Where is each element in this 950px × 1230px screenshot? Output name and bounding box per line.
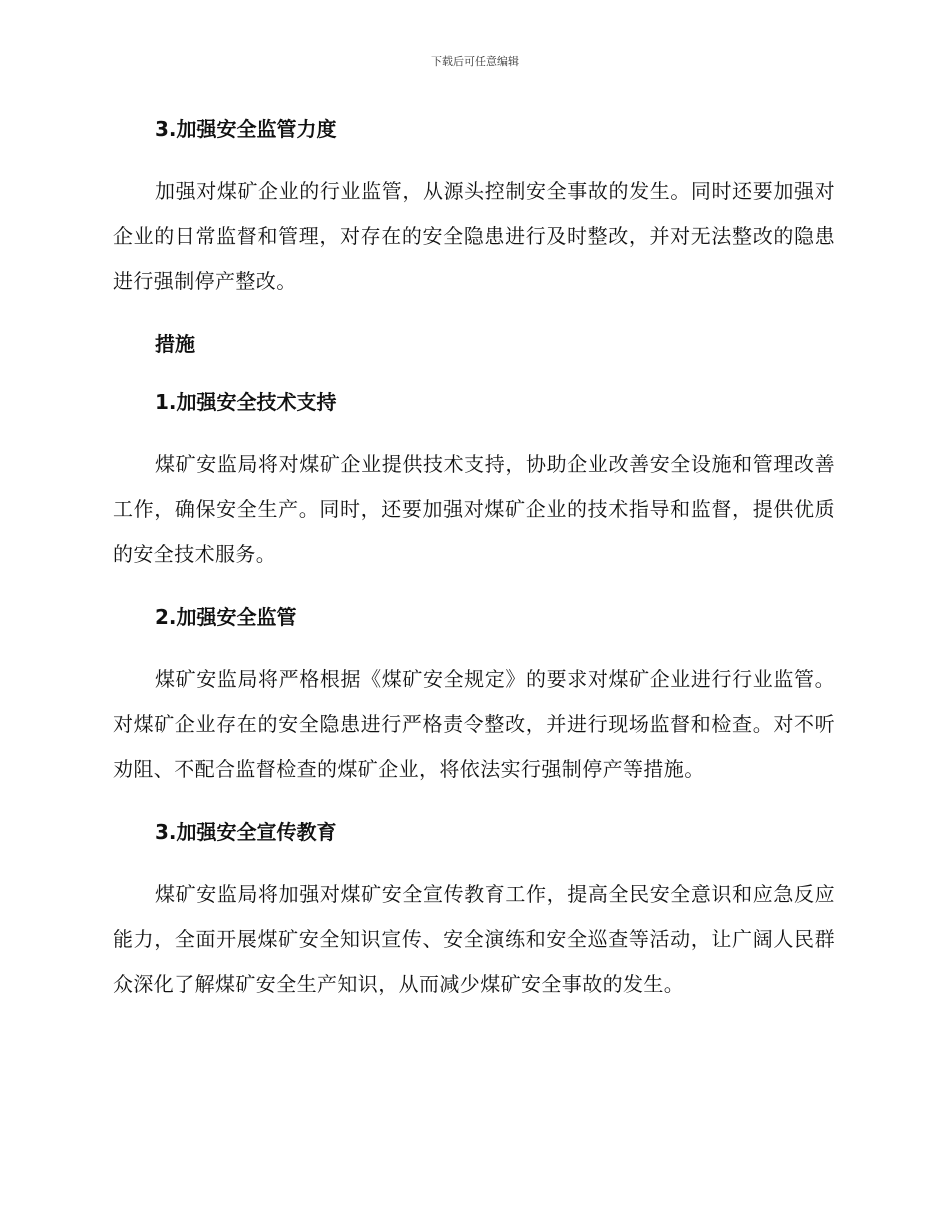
- section-heading: 1.加强安全技术支持: [155, 390, 337, 414]
- section-paragraph: 煤矿安监局将对煤矿企业提供技术支持，协助企业改善安全设施和管理改善工作，确保安全生产。同时，还要加强对煤矿企业的技术指导和监督，提供优质的安全技术服务。: [113, 452, 835, 566]
- section-heading: 3.加强安全宣传教育: [155, 820, 337, 844]
- section-paragraph: 加强对煤矿企业的行业监管，从源头控制安全事故的发生。同时还要加强对企业的日常监督和管理，对存在的安全隐患进行及时整改，并对无法整改的隐患进行强制停产整改。: [113, 179, 835, 293]
- section-paragraph: 煤矿安监局将加强对煤矿安全宣传教育工作，提高全民安全意识和应急反应能力，全面开展煤矿安全知识宣传、安全演练和安全巡查等活动，让广阔人民群众深化了解煤矿安全生产知识，从而减少煤矿安全事故的发生。: [113, 882, 835, 996]
- section-heading: 3.加强安全监管力度: [155, 117, 337, 141]
- section-heading: 2.加强安全监管: [155, 605, 297, 629]
- page-header: 下载后可任意编辑: [431, 55, 519, 68]
- document-body: [113, 111, 835, 1007]
- section-heading: 措施: [155, 332, 195, 356]
- section-paragraph: 煤矿安监局将严格根据《煤矿安全规定》的要求对煤矿企业进行行业监管。对煤矿企业存在的安全隐患进行严格责令整改，并进行现场监督和检查。对不听劝阻、不配合监督检查的煤矿企业，将依法实行强制停产等措施。: [113, 667, 835, 781]
